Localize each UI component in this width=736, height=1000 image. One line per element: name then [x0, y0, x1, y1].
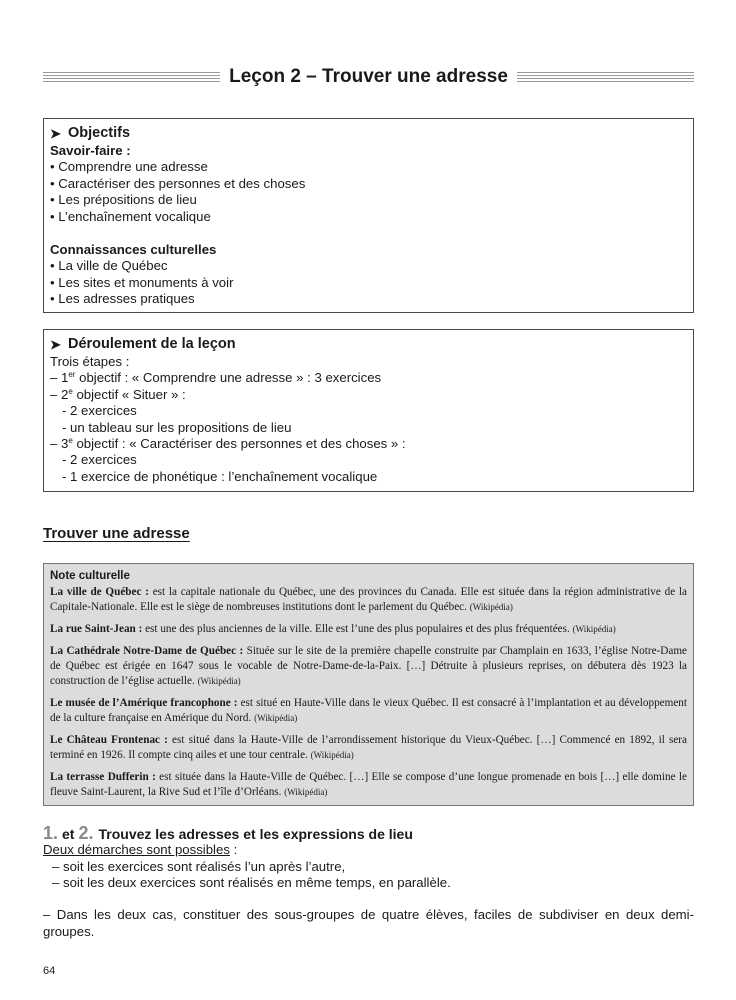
culture-note-heading: Note culturelle — [50, 570, 130, 582]
arrow-right-icon: ➤ — [50, 337, 61, 352]
list-item: • Les sites et monuments à voir — [50, 274, 234, 290]
list-item: - un tableau sur les propositions de lieu — [62, 419, 292, 435]
culture-note-paragraph: La ville de Québec : est la capitale nationale du Québec, une des provinces du Canada. Elle est située dans la région administrative de la Capitale-Nationale. Elle est le siège de nombreuses institutions dont le parlement du Québec. (Wikipédia) — [50, 586, 687, 614]
culture-note-paragraph: La Cathédrale Notre-Dame de Québec : Située sur le site de la première chapelle construite par Champlain en 1633, l’église Notre-Dame de Québec est érigée en 1647 sous le vocable de Notre-Dame-de-la-Paix. […] Détruite à plusieurs reprises, on débutera dès 1923 la construction de l’église actuelle. (Wikipédia) — [50, 644, 688, 688]
list-item: • Les adresses pratiques — [50, 291, 195, 307]
exercise-final-note: – Dans les deux cas, constituer des sous-groupes de quatre élèves, faciles de subdiviser en deux demi-groupes. — [43, 907, 694, 939]
objectives-heading — [50, 124, 687, 143]
exercise-and: et — [62, 826, 75, 842]
list-item: - 2 exercices — [62, 403, 137, 419]
culture-note-box — [43, 563, 694, 806]
title-rule-left — [43, 72, 220, 83]
arrow-right-icon: ➤ — [50, 126, 61, 141]
culture-note-paragraph: La terrasse Dufferin : est située dans la Haute-Ville de Québec. […] Elle se compose d’une longue promenade en bois […] elle domine le fleuve Saint-Laurent, la Rive Sud et l’île d’Orléans. (Wikipédia) — [50, 770, 688, 798]
flow-step-1: – 1er objectif : « Comprendre une adresse » : 3 exercices — [50, 370, 382, 386]
lesson-flow-heading-text: Déroulement de la leçon — [68, 336, 236, 352]
list-item: • Comprendre une adresse — [50, 159, 208, 175]
flow-intro: Trois étapes : — [50, 354, 130, 369]
title-rule-right — [517, 72, 694, 83]
exercise-heading — [43, 823, 413, 844]
objectives-heading-text: Objectifs — [68, 125, 131, 141]
list-item: – soit les exercices sont réalisés l’un après l’autre, — [52, 858, 346, 874]
page-number: 64 — [43, 965, 56, 977]
culture-note-paragraph: Le musée de l’Amérique francophone : est situé en Haute-Ville dans le vieux Québec. Il est consacré à l’implantation et au développement de la culture française en Amérique du Nord. (Wikipédia) — [50, 696, 687, 724]
culture-note-paragraph: La rue Saint-Jean : est une des plus anciennes de la ville. Elle est l’une des plus populaires et des plus fréquentées. (Wikipédia) — [50, 622, 616, 635]
exercise-number-1: 1. — [43, 823, 59, 843]
flow-step-2: – 2e objectif « Situer » : — [50, 386, 186, 402]
list-item: – soit les deux exercices sont réalisés en même temps, en parallèle. — [52, 875, 451, 890]
exercise-approaches — [43, 842, 694, 892]
savoir-faire-title: Savoir-faire : — [50, 143, 131, 158]
list-item: • Les prépositions de lieu — [50, 192, 197, 208]
exercise-title: Trouvez les adresses et les expressions de lieu — [98, 826, 413, 842]
objectives-box — [43, 118, 694, 313]
lesson-flow-heading — [50, 335, 687, 354]
exercise-number-2: 2. — [78, 823, 94, 843]
culture-note-paragraph: Le Château Frontenac : est situé dans la Haute-Ville de l’arrondissement historique du Vieux-Québec. […] Commencé en 1892, il sera terminé en 1926. Il compte cinq ailes et une tour centrale. (Wikipédia) — [50, 733, 687, 761]
list-item: • La ville de Québec — [50, 258, 168, 274]
list-item: - 2 exercices — [62, 452, 137, 468]
list-item: - 1 exercice de phonétique : l’enchaînement vocalique — [62, 468, 378, 484]
culture-title: Connaissances culturelles — [50, 242, 217, 258]
list-item: • L’enchaînement vocalique — [50, 208, 211, 224]
lesson-flow-box — [43, 329, 694, 492]
approaches-label: Deux démarches sont possibles : — [43, 842, 238, 857]
section-title: Trouver une adresse — [43, 525, 190, 542]
flow-step-3: – 3e objectif : « Caractériser des personnes et des choses » : — [50, 436, 406, 452]
lesson-title-banner — [43, 64, 694, 90]
list-item: • Caractériser des personnes et des choses — [50, 175, 306, 191]
lesson-title: Leçon 2 – Trouver une adresse — [229, 66, 508, 87]
